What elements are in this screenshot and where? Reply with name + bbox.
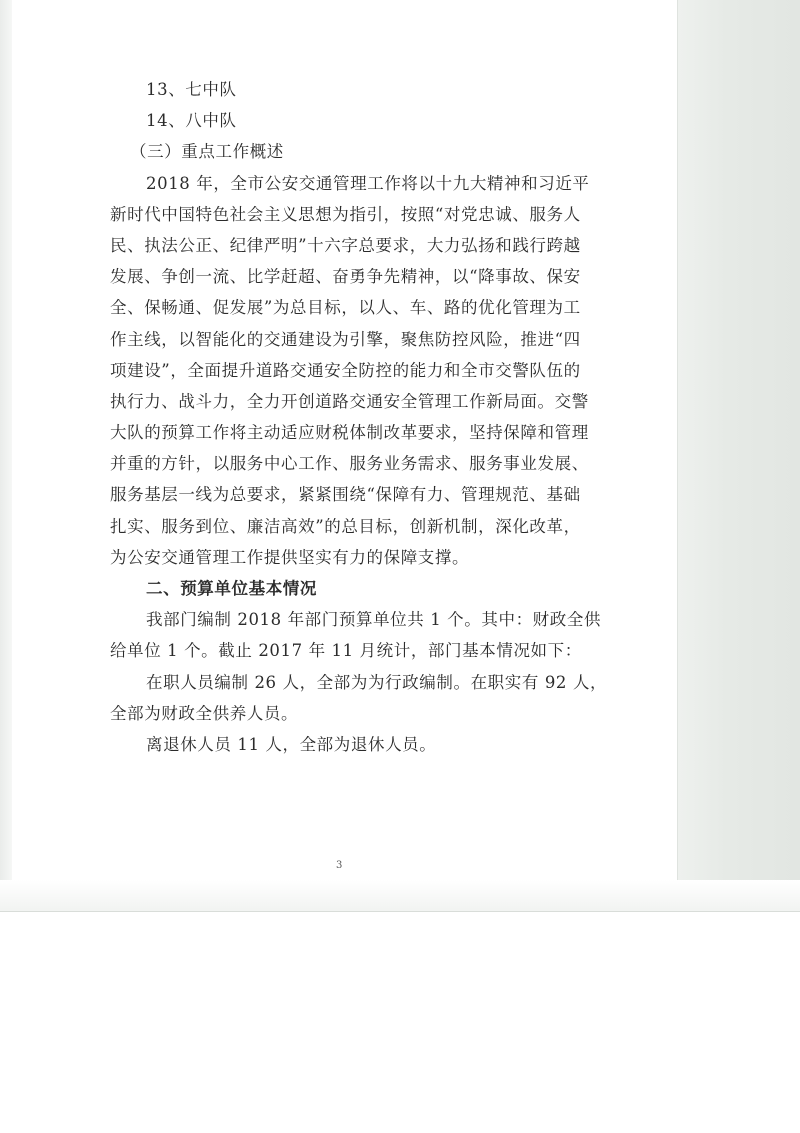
paragraph-line: 项建设”，全面提升道路交通安全防控的能力和全市交警队伍的 xyxy=(110,360,581,380)
list-item-13: 13、七中队 xyxy=(146,80,237,99)
scan-bottom-shadow xyxy=(0,880,800,912)
paragraph-line: 执行力、战斗力，全力开创道路交通安全管理工作新局面。交警 xyxy=(110,391,589,411)
paragraph-line: 新时代中国特色社会主义思想为指引，按照“对党忠诚、服务人 xyxy=(110,204,581,224)
paragraph-line: 在职人员编制 26 人，全部为为行政编制。在职实有 92 人， xyxy=(146,672,608,692)
paragraph-line: 2018 年，全市公安交通管理工作将以十九大精神和习近平 xyxy=(146,173,590,193)
paragraph-line: 全、保畅通、促发展”为总目标，以人、车、路的优化管理为工 xyxy=(110,298,581,318)
scan-right-margin xyxy=(677,0,800,912)
paragraph-line: 服务基层一线为总要求，紧紧围绕“保障有力、管理规范、基础 xyxy=(110,485,581,505)
paragraph-line: 给单位 1 个。截止 2017 年 11 月统计，部门基本情况如下： xyxy=(110,641,582,661)
paragraph-line: 为公安交通管理工作提供坚实有力的保障支撑。 xyxy=(110,547,470,567)
paragraph-line: 大队的预算工作将主动适应财税体制改革要求，坚持保障和管理 xyxy=(110,423,589,443)
paragraph-line: 离退休人员 11 人，全部为退休人员。 xyxy=(146,734,437,754)
scan-left-margin xyxy=(0,0,12,912)
section-heading-key-work: （三）重点工作概述 xyxy=(130,142,284,162)
paragraph-line: 并重的方针，以服务中心工作、服务业务需求、服务事业发展、 xyxy=(110,454,589,474)
paragraph-line: 民、执法公正、纪律严明”十六字总要求，大力弘扬和践行跨越 xyxy=(110,235,581,255)
paragraph-line: 扎实、服务到位、廉洁高效”的总目标，创新机制，深化改革， xyxy=(110,516,581,536)
section-heading-budget-units: 二、预算单位基本情况 xyxy=(146,579,317,598)
paragraph-line: 全部为财政全供养人员。 xyxy=(110,703,299,723)
paragraph-line: 我部门编制 2018 年部门预算单位共 1 个。其中：财政全供 xyxy=(146,610,602,630)
paragraph-line: 作主线，以智能化的交通建设为引擎，聚焦防控风险，推进“四 xyxy=(110,329,581,349)
document-body xyxy=(110,74,608,760)
paragraph-line: 发展、争创一流、比学赶超、奋勇争先精神，以“降事故、保安 xyxy=(110,267,581,287)
list-item-14: 14、八中队 xyxy=(146,111,237,131)
page-edge-line xyxy=(0,911,800,912)
page-number: 3 xyxy=(336,860,343,871)
